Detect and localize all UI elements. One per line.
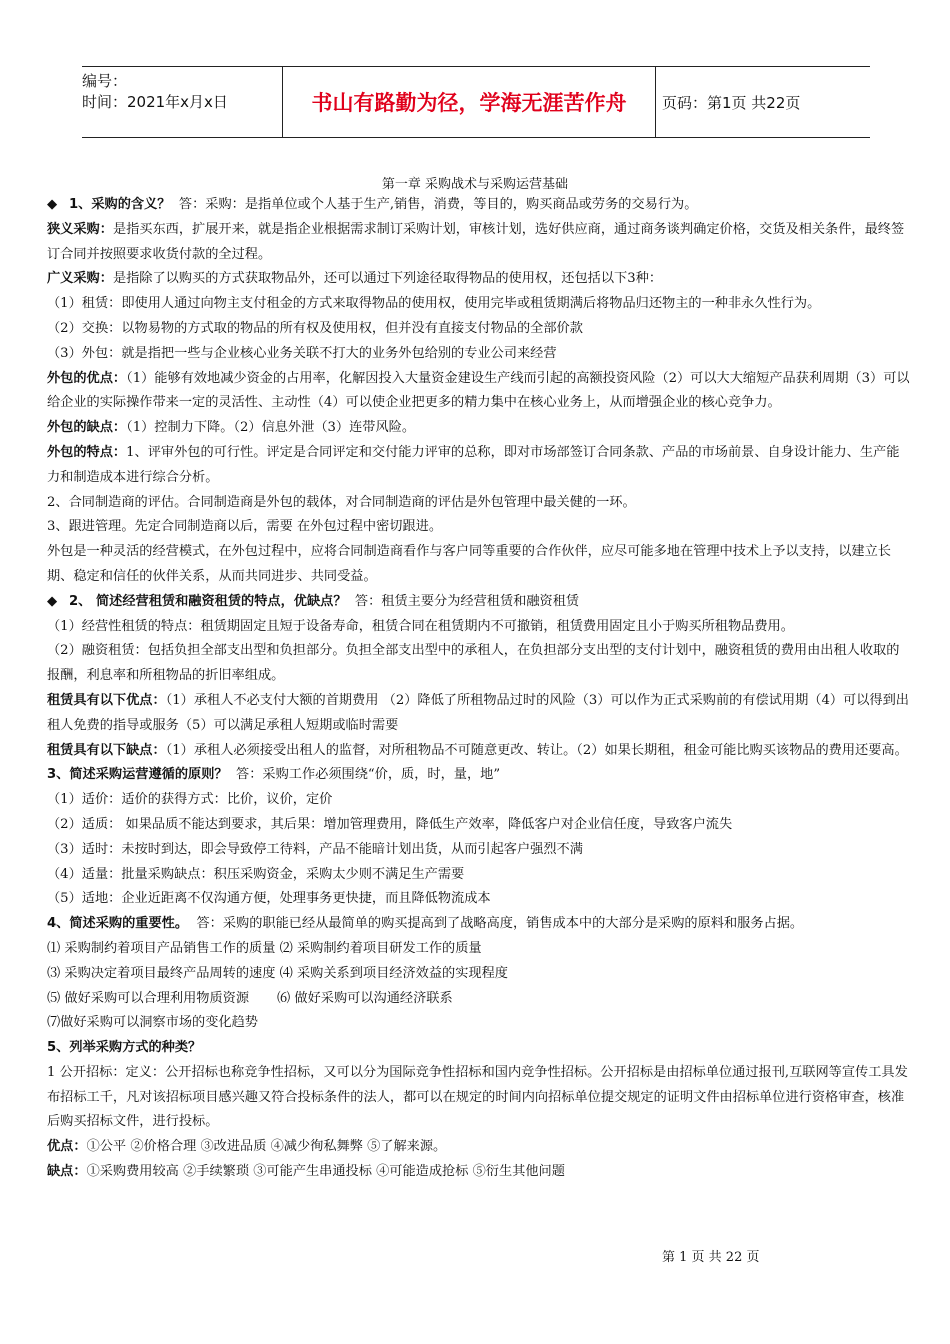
principle-4: （4）适量：批量采购缺点：积压采购资金，采购太少则不满足生产需要 xyxy=(47,866,465,882)
document-body xyxy=(47,193,912,1185)
open-tender-cons: 缺点：①采购费用较高 ②手续繁琐 ③可能产生串通投标 ④可能造成抢标 ⑤衍生其他问题 xyxy=(47,1164,565,1180)
outsourcing-features: 外包的特点：1、评审外包的可行性。评定是合同评定和交付能力评审的总称，即对市场部签订合同条款、产品的市场前景、自身设计能力、生产能力和制造成本进行综合分析。 xyxy=(47,444,900,485)
question-4: 4、简述采购的重要性。 答：采购的职能已经从最简单的购买提高到了战略高度，销售成本中的大部分是采购的原料和服务占据。 xyxy=(47,916,804,932)
feature-item-3: 3、跟进管理。先定合同制造商以后，需要 在外包过程中密切跟进。 xyxy=(47,519,443,535)
principle-1: （1）适价：适价的获得方式：比价，议价，定价 xyxy=(47,792,333,808)
outsourcing-disadvantages: 外包的缺点：（1）控制力下降。（2）信息外泄（3）连带风险。 xyxy=(47,420,416,436)
question-3: 3、简述采购运营遵循的原则？ 答：采购工作必须围绕“价，质，时，量，地” xyxy=(47,767,501,783)
doc-number-label: 编号： xyxy=(82,72,128,90)
header-meta xyxy=(82,67,282,141)
diamond-bullet-icon: ◆ xyxy=(47,593,58,609)
feature-summary: 外包是一种灵活的经营模式，在外包过程中，应将合同制造商看作与客户同等重要的合作伙伴，应尽可能多地在管理中技术上予以支持，以建立长期、稳定和信任的伙伴关系，从而共同进步、共同受益。 xyxy=(47,544,891,584)
doc-date-label: 时间：2021年x月x日 xyxy=(82,93,228,111)
principle-2: （2）适质： 如果品质不能达到要求，其后果：增加管理费用，降低生产效率，降低客户对企业信任度，导致客户流失 xyxy=(47,816,733,832)
broad-item-3: （3）外包：就是指把一些与企业核心业务关联不打大的业务外包给别的专业公司来经营 xyxy=(47,345,557,361)
importance-row-1: ⑴ 采购制约着项目产品销售工作的质量 ⑵ 采购制约着项目研发工作的质量 xyxy=(47,940,482,956)
lease-item-2: （2）融资租赁：包括负担全部支出型和负担部分。负担全部支出型中的承租人，在负担部分支出型的支付计划中，融资租赁的费用由出租人收取的报酬，利息率和所租物品的折旧率组成。 xyxy=(47,643,900,684)
question-2: ◆ 2、 简述经营租赁和融资租赁的特点，优缺点？ 答：租赁主要分为经营租赁和融资租赁 xyxy=(47,590,912,615)
importance-row-3: ⑸ 做好采购可以合理利用物质资源 ⑹ 做好采购可以沟通经济联系 xyxy=(47,990,453,1006)
chapter-title: 第一章 采购战术与采购运营基础 xyxy=(381,177,569,192)
principle-5: （5）适地：企业近距离不仅沟通方便，处理事务更快捷，而且降低物流成本 xyxy=(47,891,491,907)
diamond-bullet-icon: ◆ xyxy=(47,197,58,212)
page-header xyxy=(82,66,870,138)
lease-item-1: （1）经营性租赁的特点：租赁期固定且短于设备寿命，租赁合同在租赁期内不可撤销，租赁费用固定且小于购买所租物品费用。 xyxy=(47,618,794,634)
broad-item-2: （2）交换：以物易物的方式取的物品的所有权及使用权，但并没有直接支付物品的全部价款 xyxy=(47,320,583,336)
open-tender: 1 公开招标：定义：公开招标也称竞争性招标，又可以分为国际竞争性招标和国内竞争性招标。公开招标是由招标单位通过报刊,互联网等宣传工具发布招标工千，凡对该招标项目感兴趣又符合投标条件的法人，都可以在规定的时间内向招标单位提交规定的证明文件由招标单位进行资格审查，核准后购买招标文件，进行投标。 xyxy=(47,1064,908,1130)
page-footer: 第 1 页 共 22 页 xyxy=(662,1250,760,1265)
outsourcing-advantages: 外包的优点：（1）能够有效地减少资金的占用率，化解因投入大量资金建设生产线而引起的高额投资风险（2）可以大大缩短产品获利周期（3）可以给企业的实际操作带来一定的灵活性、主动性（4）可以使企业把更多的精力集中在核心业务上，从而增强企业的核心竞争力。 xyxy=(47,370,910,411)
importance-row-4: ⑺做好采购可以洞察市场的变化趋势 xyxy=(47,1015,258,1031)
principle-3: （3）适时：未按时到达，即会导致停工待料，产品不能暗计划出货，从而引起客户强烈不满 xyxy=(47,841,583,857)
importance-row-2: ⑶ 采购决定着项目最终产品周转的速度 ⑷ 采购关系到项目经济效益的实现程度 xyxy=(47,965,508,981)
question-5: 5、列举采购方式的种类？ xyxy=(47,1040,202,1056)
narrow-purchase: 狭义采购：是指买东西，扩展开来，就是指企业根据需求制订采购计划，审核计划，选好供应商，通过商务谈判确定价格，交货及相关条件，最终签订合同并按照要求收货付款的全过程。 xyxy=(47,221,905,262)
lease-advantages: 租赁具有以下优点：（1）承租人不必支付大额的首期费用 （2）降低了所租物品过时的风险（3）可以作为正式采购前的有偿试用期（4）可以得到出租人免费的指导或服务（5）可以满足承租人短期或临时需要 xyxy=(47,692,909,733)
feature-item-2: 2、合同制造商的评估。合同制造商是外包的载体，对合同制造商的评估是外包管理中最关健的一环。 xyxy=(47,494,636,510)
lease-disadvantages: 租赁具有以下缺点：（1）承租人必须接受出租人的监督，对所租物品不可随意更改、转让。（2）如果长期租，租金可能比购买该物品的费用还要高。 xyxy=(47,742,908,758)
open-tender-pros: 优点：①公平 ②价格合理 ③改进品质 ④减少徇私舞弊 ⑤了解来源。 xyxy=(47,1139,447,1155)
broad-purchase: 广义采购：是指除了以购买的方式获取物品外，还可以通过下列途径取得物品的使用权，还包括以下3种： xyxy=(47,271,663,287)
question-1: ◆ 1、采购的含义？ 答：采购：是指单位或个人基于生产,销售，消费，等目的，购买商品或劳务的交易行为。 xyxy=(47,193,912,218)
broad-item-1: （1）租赁：即使用人通过向物主支付租金的方式来取得物品的使用权，使用完毕或租赁期满后将物品归还物主的一种非永久性行为。 xyxy=(47,296,821,312)
header-page-label: 页码：第1页 共22页 xyxy=(662,93,801,112)
header-motto: 书山有路勤为径，学海无涯苦作舟 xyxy=(282,67,656,137)
